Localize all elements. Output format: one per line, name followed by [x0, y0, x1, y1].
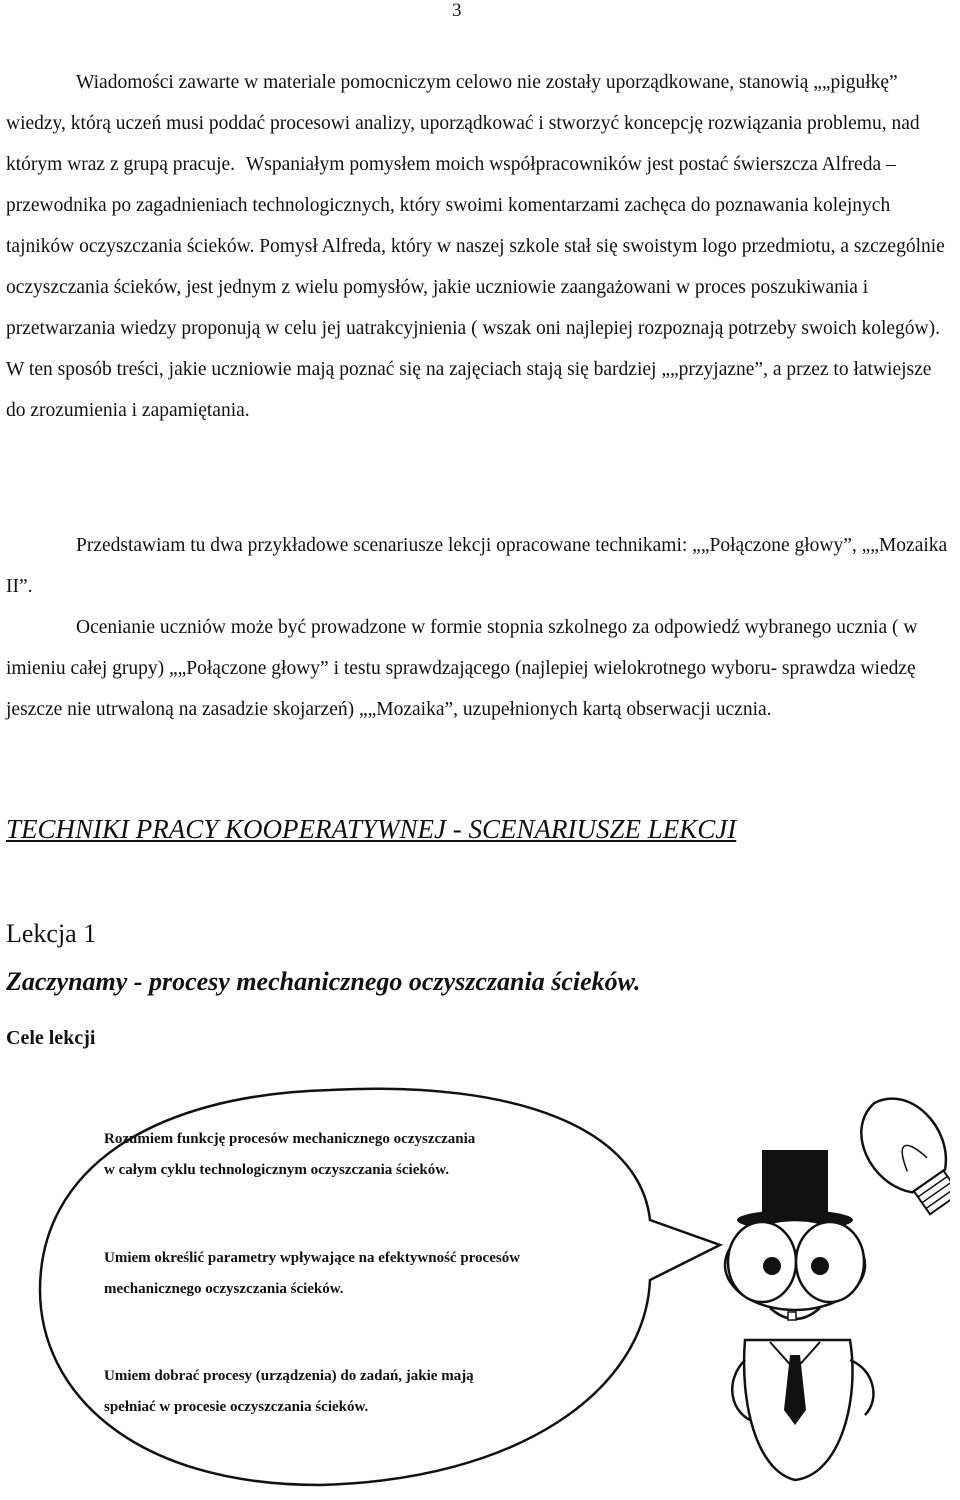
lesson-title: Zaczynamy - procesy mechanicznego oczyszczania ścieków. [6, 967, 641, 996]
top-hat-icon [737, 1150, 853, 1230]
intro-paragraph-3 [6, 607, 954, 730]
intro-paragraph-2-text: Przedstawiam tu dwa przykładowe scenariusze lekcji opracowane technikami: „„Połączone głowy”, „„Mozaika II”. [6, 535, 948, 597]
intro-paragraph-3-text: Ocenianie uczniów może być prowadzone w formie stopnia szkolnego za odpowiedź wybranego ucznia ( w imieniu całej grupy) „„Połączone głowy” i testu sprawdzającego (najlepiej wielokrotnego wyboru- sprawdza wiedzę jeszcze nie utrwaloną na zasadzie skojarzeń) „„Mozaika”, uzupełnionych kartą obserwacji ucznia. [6, 617, 918, 720]
page-number: 3 [452, 0, 462, 21]
goal-item-2: Umiem określić parametry wpływające na efektywność procesów mechanicznego oczyszczania ścieków. [104, 1250, 521, 1297]
intro-paragraph-1b: Wspaniałym pomysłem moich współpracowników jest postać świerszcza Alfreda – przewodnika po zagadnieniach technologicznych, który swoimi komentarzami zachęca do poznawania kolejnych tajników oczyszczania ścieków. Pomysł Alfreda, który w naszej szkole stał się swoistym logo przedmiotu, a szczególnie oczyszczania ścieków, jest jednym z wielu pomysłów, jakie uczniowie zaangażowani w proces poszukiwania i przetwarzania wiedzy proponują w celu jej uatrakcyjnienia ( wszak oni najlepiej rozpoznają potrzeby swoich kolegów). W ten sposób treści, jakie uczniowie mają poznać się na zajęciach stają się bardziej „„przyjazne”, a przez to łatwiejsze do zrozumienia i zapamiętania. [6, 154, 945, 421]
lightbulb-icon [844, 1082, 950, 1226]
intro-paragraph-2 [6, 525, 954, 607]
goals-heading: Cele lekcji [6, 1027, 96, 1049]
intro-paragraph-1 [6, 62, 954, 431]
goal-item-1: Rozumiem funkcję procesów mechanicznego oczyszczania w całym cyklu technologicznym oczyszczania ścieków. [104, 1131, 476, 1178]
intro-paragraph-1a: Wiadomości zawarte w materiale pomocniczym celowo nie zostały uporządkowane, stanowią „„pigułkę” wiedzy, którą uczeń musi poddać procesowi analizy, uporządkować i stworzyć koncepcję rozwiązania problemu, nad którym wraz z grupą pracuje. [6, 72, 920, 175]
section-title: TECHNIKI PRACY KOOPERATYWNEJ - SCENARIUSZE LEKCJI [6, 814, 737, 844]
cricket-alfred-mascot-with-lightbulb-icon [700, 1080, 950, 1490]
goal-item-3: Umiem dobrać procesy (urządzenia) do zadań, jakie mają spełniać w procesie oczyszczania ścieków. [104, 1368, 474, 1415]
lesson-number: Lekcja 1 [6, 919, 97, 948]
